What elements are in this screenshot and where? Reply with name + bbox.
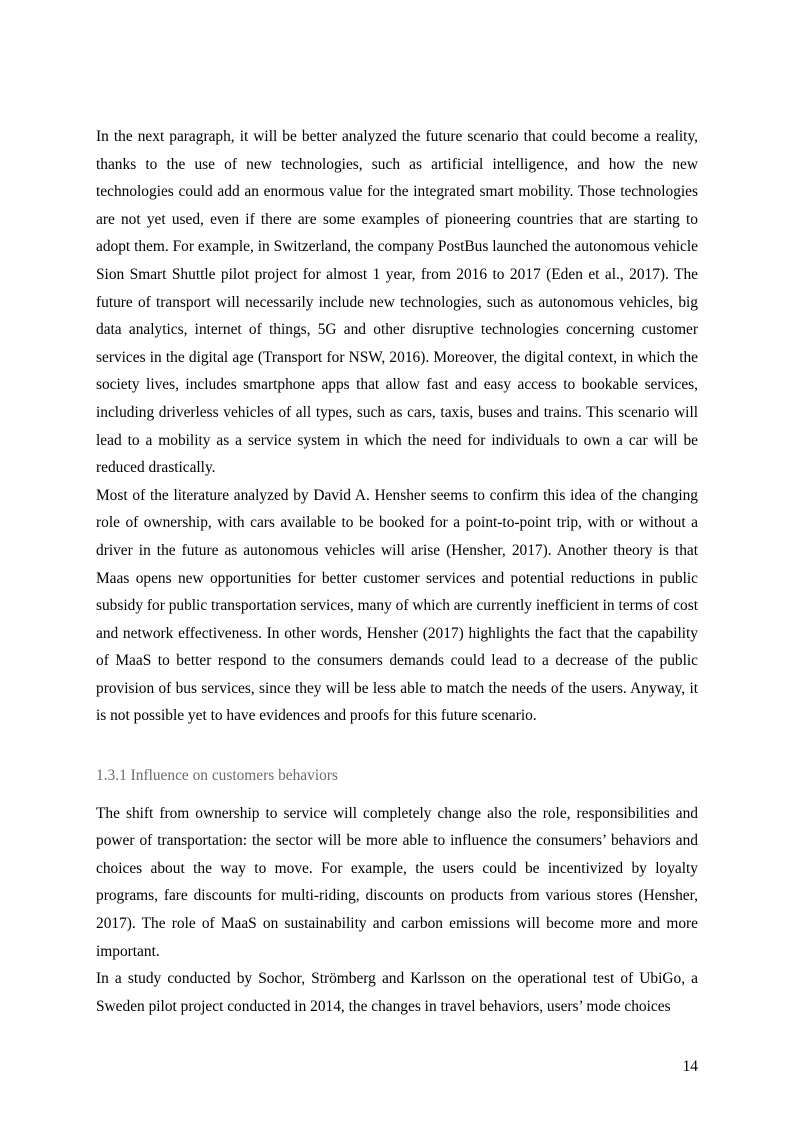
document-page-body	[96, 123, 698, 1020]
body-paragraph: The shift from ownership to service will completely change also the role, responsibilities and power of transportation: the sector will be more able to influence the consumers’ behaviors and choices about the way to move. For example, the users could be incentivized by loyalty programs, fare discounts for multi-riding, discounts on products from various stores (Hensher, 2017). The role of MaaS on sustainability and carbon emissions will become more and more important.	[96, 804, 698, 960]
page-number: 14	[682, 1058, 698, 1075]
body-paragraph: In the next paragraph, it will be better analyzed the future scenario that could become a reality, thanks to the use of new technologies, such as artificial intelligence, and how the new technologies could add an enormous value for the integrated smart mobility. Those technologies are not yet used, even if there are some examples of pioneering countries that are starting to adopt them. For example, in Switzerland, the company PostBus launched the autonomous vehicle Sion Smart Shuttle pilot project for almost 1 year, from 2016 to 2017 (Eden et al., 2017). The future of transport will necessarily include new technologies, such as autonomous vehicles, big data analytics, internet of things, 5G and other disruptive technologies concerning customer services in the digital age (Transport for NSW, 2016). Moreover, the digital context, in which the society lives, includes smartphone apps that allow fast and easy access to bookable services, including driverless vehicles of all types, such as cars, taxis, buses and trains. This scenario will lead to a mobility as a service system in which the need for individuals to own a car will be reduced drastically.	[96, 128, 698, 477]
section-heading: 1.3.1 Influence on customers behaviors	[96, 767, 338, 785]
body-paragraph: In a study conducted by Sochor, Strömberg and Karlsson on the operational test of UbiGo, a Sweden pilot project conducted in 2014, the changes in travel behaviors, users’ mode choices	[96, 970, 698, 1015]
body-paragraph: Most of the literature analyzed by David A. Hensher seems to confirm this idea of the changing role of ownership, with cars available to be booked for a point-to-point trip, with or without a driver in the future as autonomous vehicles will arise (Hensher, 2017). Another theory is that Maas opens new opportunities for better customer services and potential reductions in public subsidy for public transportation services, many of which are currently inefficient in terms of cost and network effectiveness. In other words, Hensher (2017) highlights the fact that the capability of MaaS to better respond to the consumers demands could lead to a decrease of the public provision of bus services, since they will be less able to match the needs of the users. Anyway, it is not possible yet to have evidences and proofs for this future scenario.	[96, 486, 698, 725]
